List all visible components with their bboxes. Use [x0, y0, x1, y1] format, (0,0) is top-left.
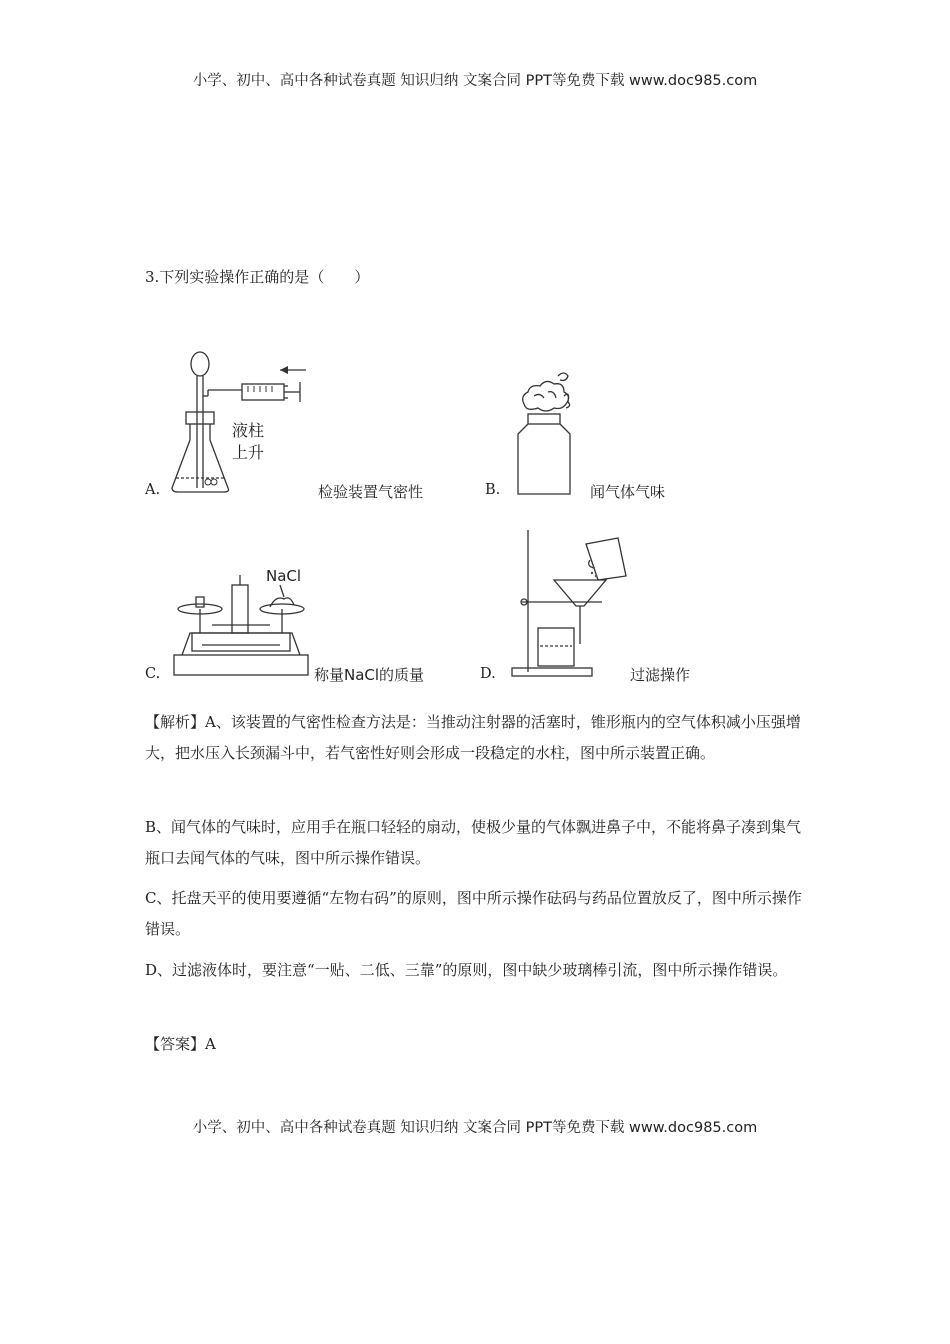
figure-c-balance: [172, 565, 312, 683]
option-d-letter: D.: [480, 666, 496, 682]
analysis-a: 【解析】A、该装置的气密性检查方法是：当推动注射器的活塞时，锥形瓶内的空气体积减小压强增大，把水压入长颈漏斗中，若气密性好则会形成一段稳定的水柱，图中所示装置正确。: [145, 713, 801, 762]
option-d-caption: 过滤操作: [630, 666, 691, 684]
page-header: 小学、初中、高中各种试卷真题 知识归纳 文案合同 PPT等免费下载 www.doc985.com: [192, 73, 758, 89]
analysis-b: B、闻气体的气味时，应用手在瓶口轻轻的扇动，使极少量的气体飘进鼻子中，不能将鼻子凑到集气瓶口去闻气体的气味，图中所示操作错误。: [145, 818, 802, 867]
figure-d-filtration: [510, 526, 640, 682]
figure-c-label: NaCl: [266, 567, 302, 585]
option-c-caption: 称量NaCl的质量: [314, 666, 425, 684]
question-stem: 3.下列实验操作正确的是（ ）: [145, 268, 370, 286]
analysis-c: C、托盘天平的使用要遵循“左物右码”的原则，图中所示操作砝码与药品位置放反了，图中所示操作错误。: [145, 889, 802, 938]
answer: 【答案】A: [145, 1035, 216, 1053]
analysis-d: D、过滤液体时，要注意“一贴、二低、三靠”的原则，图中缺少玻璃棒引流，图中所示操作错误。: [145, 961, 788, 979]
page-footer: 小学、初中、高中各种试卷真题 知识归纳 文案合同 PPT等免费下载 www.doc985.com: [192, 1120, 758, 1136]
option-a-letter: A.: [145, 482, 161, 498]
option-c-letter: C.: [145, 666, 161, 682]
figure-b-smell-gas: [510, 368, 590, 498]
option-a-caption: 检验装置气密性: [318, 483, 424, 501]
option-b-letter: B.: [485, 482, 501, 498]
figure-a-label: 液柱上升: [232, 421, 265, 462]
option-b-caption: 闻气体气味: [590, 483, 666, 501]
